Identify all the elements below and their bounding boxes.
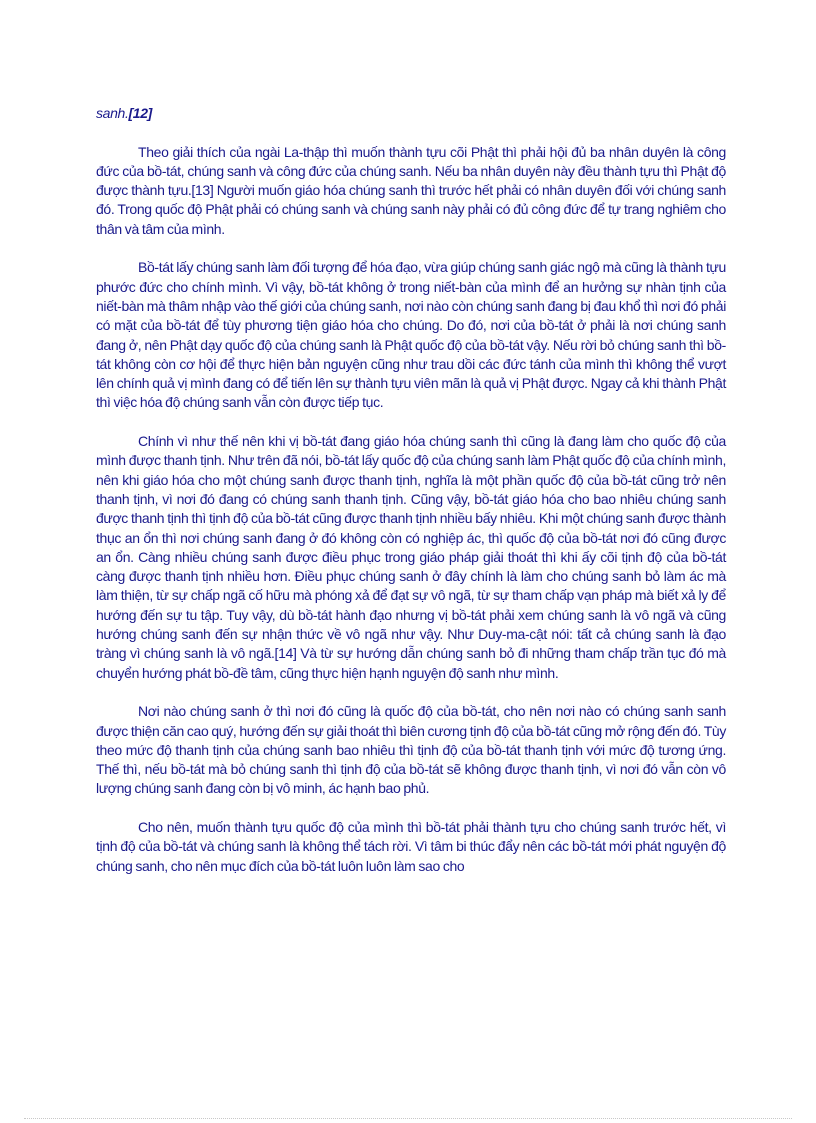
page-bottom-divider [24,1118,792,1119]
footnote-ref-12[interactable]: [12] [128,105,152,121]
paragraph-4: Nơi nào chúng sanh ở thì nơi đó cũng là quốc độ của bồ-tát, cho nên nơi nào có chúng sanh sanh được thiện căn cao quý, hướng đến sự giải thoát thì biên cương tịnh độ của bồ-tát cũng mở rộng đến đó. Tùy theo mức độ thanh tịnh của chúng sanh bao nhiêu thì tịnh độ của bồ-tát thanh tịnh với mức độ tương ứng. Thế thì, nếu bồ-tát mà bỏ chúng sanh thì tịnh độ của bồ-tát sẽ không được thanh tịnh, vì nơi đó vẫn còn vô lượng chúng sanh đang còn bị vô minh, ác hạnh bao phủ. [96,703,726,797]
paragraph-1: Theo giải thích của ngài La-thập thì muốn thành tựu cõi Phật thì phải hội đủ ba nhân duyên là công đức của bồ-tát, chúng sanh và công đức của chúng sanh. Nếu ba nhân duyên này đều thành tựu thì Phật độ được thành tựu.[13] Người muốn giáo hóa chúng sanh thì trước hết phải có nhân duyên đối với chúng sanh đó. Trong quốc độ Phật phải có chúng sanh và chúng sanh này phải có đủ công đức để tự trang nghiêm cho thân và tâm của mình. [96,143,726,237]
paragraph-2: Bồ-tát lấy chúng sanh làm đối tượng để hóa đạo, vừa giúp chúng sanh giác ngộ mà cũng là thành tựu phước đức cho chính mình. Vì vậy, bồ-tát không ở trong niết-bàn của mình để an hưởng sự nhàn tịnh của niết-bàn mà thâm nhập vào thế giới của chúng sanh, nơi nào còn chúng sanh đang bị đau khổ thì nơi đó phải có mặt của bồ-tát để tùy phương tiện giáo hóa cho chúng. Do đó, nơi của bồ-tát ở phải là nơi chúng sanh đang ở, nên Phật dạy quốc độ của chúng sanh là Phật quốc độ của bồ-tát vậy. Nếu rời bỏ chúng sanh thì bồ-tát không còn cơ hội để thực hiện bản nguyện cũng như trau dồi các đức tánh của mình thì không thể vượt lên chính quả vị mình đang có để tiến lên sự thành tựu viên mãn là quả vị Phật được. Ngay cả khi thành Phật thì việc hóa độ chúng sanh vẫn còn được tiếp tục. [96,259,726,411]
paragraph-3: Chính vì như thế nên khi vị bồ-tát đang giáo hóa chúng sanh thì cũng là đang làm cho quốc độ của mình được thanh tịnh. Như trên đã nói, bồ-tát lấy quốc độ của chúng sanh làm Phật quốc độ của chính mình, nên khi giáo hóa cho một chúng sanh được thanh tịnh, nghĩa là một phần quốc độ của bồ-tát cũng trở nên thanh tịnh, vì nơi đó đang có chúng sanh thanh tịnh. Cũng vậy, bồ-tát giáo hóa cho bao nhiêu chúng sanh được thanh tịnh thì tịnh độ của bồ-tát cũng được thanh tịnh nhiều bấy nhiêu. Khi một chúng sanh được thành thục an ổn thì nơi chúng sanh đang ở đó không còn có nghiệp ác, thì quốc độ của bồ-tát nơi đó cũng được an ổn. Càng nhiều chúng sanh được điều phục trong giáo pháp giải thoát thì khi ấy cõi tịnh độ của bồ-tát càng được thanh tịnh nhiều hơn. Điều phục chúng sanh ở đây chính là làm cho chúng sanh bỏ làm ác mà làm thiện, từ sự chấp ngã cố hữu mà phóng xả để đạt sự vô ngã, từ sự tham chấp vạn pháp mà biết xả ly để hướng đến sự tu tập. Tuy vậy, dù bồ-tát hành đạo nhưng vị bồ-tát phải xem chúng sanh là vô ngã và cũng hướng chúng sanh đến sự nhận thức về vô ngã như vậy. Như Duy-ma-cật nói: tất cả chúng sanh là đạo tràng vì chúng sanh là vô ngã.[14] Và từ sự hướng dẫn chúng sanh bỏ đi những tham chấp trần tục đó mà chuyển hướng phát bồ-đề tâm, cũng thực hiện hạnh nguyện độ sanh như mình. [96,433,726,681]
paragraph-5: Cho nên, muốn thành tựu quốc độ của mình thì bồ-tát phải thành tựu cho chúng sanh trước hết, vì tịnh độ của bồ-tát và chúng sanh là không thể tách rời. Vì tâm bi thúc đẩy nên các bồ-tát mới phát nguyện độ chúng sanh, cho nên mục đích của bồ-tát luôn luôn làm sao cho [96,818,726,874]
document-body [96,104,726,895]
continued-text: sanh. [96,105,129,121]
continued-line [96,104,726,123]
